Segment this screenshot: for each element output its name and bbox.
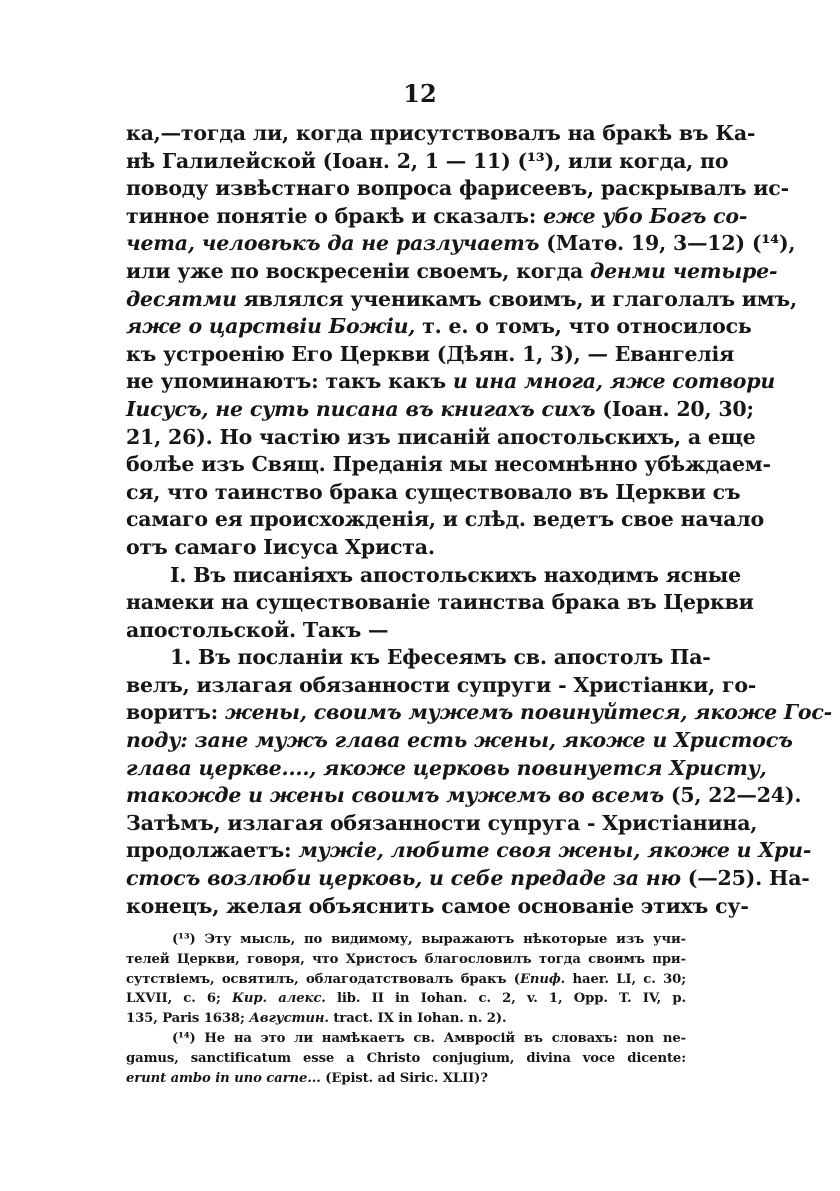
footnote-text-segment: (¹³) Эту мысль, по видимому, выражаютъ нѣкоторые изъ учи- bbox=[172, 932, 686, 947]
body-line bbox=[126, 782, 802, 810]
body-line bbox=[126, 534, 686, 562]
body-text-segment: не упоминаютъ: такъ какъ bbox=[126, 369, 453, 394]
body-line bbox=[126, 230, 796, 258]
body-text-segment: яже о царствіи Божіи, bbox=[126, 314, 416, 339]
body-line bbox=[126, 341, 735, 369]
footnote-line bbox=[126, 1069, 686, 1089]
body-line bbox=[126, 562, 741, 590]
body-text-segment: 1. Въ посланіи къ Ефесеямъ св. апостолъ Па- bbox=[170, 645, 711, 670]
page-number: 12 bbox=[403, 79, 437, 108]
body-line bbox=[126, 148, 729, 176]
body-text-segment: десятми bbox=[126, 286, 237, 311]
body-text-segment: Затѣмъ, излагая обязанности супруга - Христіанина, bbox=[126, 810, 758, 835]
footnote-text-segment: телей Церкви, говоря, что Христосъ благословилъ тогда своимъ при- bbox=[126, 951, 686, 967]
body-line bbox=[126, 810, 758, 838]
footnote-text-segment: Епиф. bbox=[519, 971, 566, 987]
footnote-text-segment: Августин. bbox=[249, 1011, 329, 1027]
body-text-segment: стосъ возлюби церковь, и себе предаде за ню bbox=[126, 866, 681, 891]
body-line bbox=[126, 203, 748, 231]
body-text-segment: продолжаетъ: bbox=[126, 838, 299, 863]
body-text-segment: намеки на существованіе таинства брака въ Церкви bbox=[126, 590, 754, 615]
footnote-line bbox=[126, 970, 686, 990]
footnote-line bbox=[126, 950, 686, 970]
body-text-segment: поду: зане мужъ глава есть жены, якоже и Христосъ bbox=[126, 728, 793, 753]
body-text-segment: т. е. о томъ, что относилось bbox=[415, 314, 752, 339]
footnote-text-segment: Кир. алекс. bbox=[232, 991, 326, 1007]
body-line bbox=[126, 617, 686, 645]
body-text-segment: денми четыре- bbox=[590, 258, 778, 283]
body-text-segment: чета, человѣкъ да не разлучаетъ bbox=[126, 231, 540, 256]
body-text-segment: глава церкве...., якоже церковь повинуется Христу, bbox=[126, 755, 767, 780]
main-text bbox=[126, 120, 832, 920]
footnote-line bbox=[126, 1029, 686, 1049]
body-line bbox=[126, 506, 765, 534]
body-line bbox=[126, 727, 793, 755]
body-text-segment: жены, своимъ мужемъ повинуйтеся, якоже Гос- bbox=[225, 700, 832, 725]
footnote-line bbox=[126, 930, 686, 950]
body-text-segment: отъ самаго Іисуса Христа. bbox=[126, 534, 435, 559]
body-text-segment: ¹³ bbox=[527, 148, 545, 173]
body-text-segment: 21, 26). Но частію изъ писаній апостольскихъ, а еще bbox=[126, 424, 756, 449]
body-line bbox=[126, 368, 776, 396]
body-text-segment: ся, что таинство брака существовало въ Церкви съ bbox=[126, 479, 741, 504]
body-line bbox=[126, 479, 741, 507]
footnote-text-segment: erunt ambo in uno carne... bbox=[126, 1070, 321, 1086]
body-text-segment: или уже по воскресеніи своемъ, когда bbox=[126, 258, 591, 283]
body-line bbox=[126, 589, 754, 617]
body-text-segment: мужіе, любите своя жены, якоже и Хри- bbox=[298, 838, 812, 863]
body-text-segment: болѣе изъ Свящ. Преданія мы несомнѣнно убѣждаем- bbox=[126, 452, 771, 477]
body-text-segment: самаго ея происхожденія, и слѣд. ведетъ свое начало bbox=[126, 507, 765, 532]
footnotes bbox=[126, 930, 686, 1088]
body-line bbox=[126, 451, 771, 479]
body-line bbox=[126, 313, 752, 341]
footnote-text-segment: 135, Paris 1638; bbox=[126, 1011, 250, 1027]
body-text-segment: апостольской. Такъ — bbox=[126, 617, 389, 642]
body-text-segment: велъ, излагая обязанности супруги - Христіанки, го- bbox=[126, 672, 757, 697]
body-text-segment: еже убо Богъ со- bbox=[543, 203, 748, 228]
body-line bbox=[126, 424, 756, 452]
body-text-segment: (Іоан. 20, 30; bbox=[595, 396, 754, 421]
body-text-segment: воритъ: bbox=[126, 700, 225, 725]
body-text-segment: (5, 22—24). bbox=[663, 783, 802, 808]
body-line bbox=[126, 396, 754, 424]
body-line bbox=[126, 893, 749, 921]
footnote-text-segment: (Epist. ad Siric. XLII)? bbox=[320, 1070, 488, 1086]
body-text-segment: ), или когда, по bbox=[544, 148, 729, 173]
body-text-segment: Іисусъ, не суть писана въ книгахъ сихъ bbox=[126, 396, 596, 421]
body-text-segment: тинное понятіе о бракѣ и сказалъ: bbox=[126, 203, 544, 228]
body-line bbox=[126, 120, 756, 148]
footnote-line bbox=[126, 1009, 686, 1029]
body-text-segment: I. Въ писаніяхъ апостольскихъ находимъ ясные bbox=[170, 562, 741, 587]
body-text-segment: такожде и жены своимъ мужемъ во всемъ bbox=[126, 783, 664, 808]
body-line bbox=[126, 644, 711, 672]
body-text-segment: ), bbox=[778, 231, 796, 256]
footnote-text-segment: LXVII, c. 6; bbox=[126, 991, 232, 1007]
body-text-segment: и ина многа, яже сотвори bbox=[452, 369, 776, 394]
body-text-segment: (Матѳ. 19, 3—12) ( bbox=[539, 231, 762, 256]
body-line bbox=[126, 699, 832, 727]
footnote-text-segment: (¹⁴) Не на это ли намѣкаетъ св. Амвросій въ словахъ: non ne- bbox=[172, 1030, 686, 1046]
footnote-text-segment: сутствіемъ, освятилъ, облагодатствовалъ бракъ ( bbox=[126, 971, 520, 987]
footnote-line bbox=[126, 1049, 686, 1069]
footnote-text-segment: gamus, sanctificatum esse a Christo conjugium, divina voce dicente: bbox=[126, 1050, 686, 1066]
body-text-segment: ¹⁴ bbox=[761, 231, 779, 256]
body-text-segment: къ устроенію Его Церкви (Дѣян. 1, 3), — Евангелія bbox=[126, 341, 735, 366]
body-line bbox=[126, 837, 812, 865]
body-line bbox=[126, 755, 767, 783]
footnote-text-segment: lib. II in Iohan. c. 2, v. 1, Opp. T. IV, p. bbox=[325, 991, 686, 1007]
body-line bbox=[126, 865, 810, 893]
body-text-segment: являлся ученикамъ своимъ, и глаголалъ имъ, bbox=[236, 286, 797, 311]
body-line bbox=[126, 672, 757, 700]
body-line bbox=[126, 175, 789, 203]
body-text-segment: ка,—тогда ли, когда присутствовалъ на бракѣ въ Ка- bbox=[126, 121, 756, 145]
body-text-segment: поводу извѣстнаго вопроса фарисеевъ, раскрывалъ ис- bbox=[126, 176, 789, 201]
body-line bbox=[126, 286, 797, 314]
body-text-segment: (—25). На- bbox=[680, 866, 810, 891]
body-line bbox=[126, 258, 778, 286]
footnote-text-segment: haer. LI, c. 30; bbox=[565, 971, 687, 987]
body-text-segment: конецъ, желая объяснить самое основаніе этихъ су- bbox=[126, 893, 749, 918]
body-text-segment: нѣ Галилейской (Іоан. 2, 1 — 11) ( bbox=[126, 148, 528, 173]
footnote-text-segment: tract. IX in Iohan. n. 2). bbox=[328, 1011, 507, 1027]
footnote-line bbox=[126, 989, 686, 1009]
